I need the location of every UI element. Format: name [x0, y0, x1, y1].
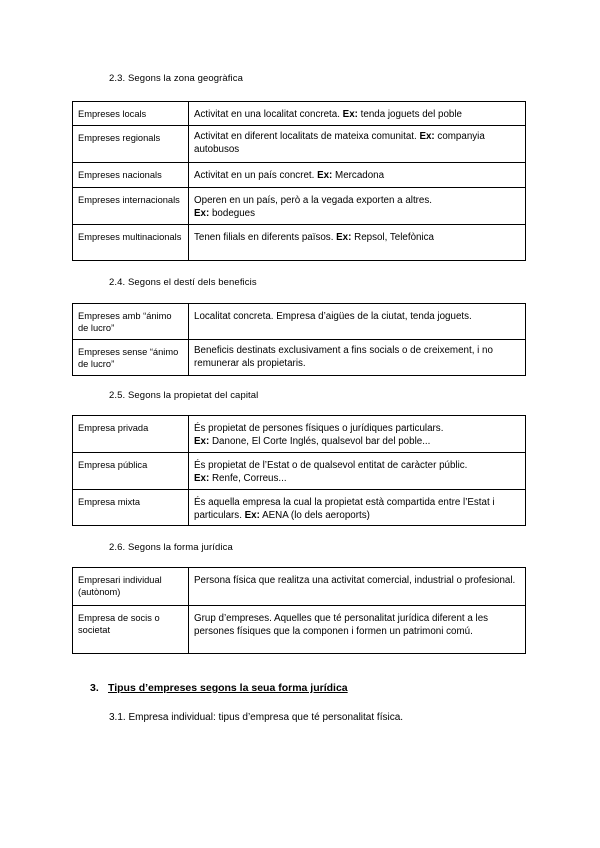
table-forma-juridica — [72, 567, 526, 654]
paragraph-3-1: 3.1. Empresa individual: tipus d’empresa que té personalitat física. — [109, 712, 404, 723]
row-label: Empreses locals — [73, 102, 189, 126]
table-row — [73, 416, 526, 453]
section-heading-3 — [90, 682, 348, 694]
table-row — [73, 568, 526, 606]
row-description: Operen en un país, però a la vegada exporten a altres. Ex: bodegues — [189, 188, 526, 225]
table-desti-beneficis — [72, 303, 526, 376]
row-description: Grup d’empreses. Aquelles que té personalitat jurídica diferent a les persones físiques que la componen i formen un patrimoni comú. — [189, 606, 526, 654]
row-label: Empresa privada — [73, 416, 189, 453]
row-label: Empresa pública — [73, 453, 189, 490]
table-row — [73, 188, 526, 225]
row-label: Empreses sense “ánimo de lucro” — [73, 340, 189, 376]
row-description: Persona física que realitza una activitat comercial, industrial o profesional. — [189, 568, 526, 606]
row-label: Empreses nacionals — [73, 163, 189, 188]
table-row — [73, 340, 526, 376]
table-row — [73, 304, 526, 340]
row-description: Activitat en un país concret. Ex: Mercadona — [189, 163, 526, 188]
table-row — [73, 490, 526, 526]
row-description: És propietat de l’Estat o de qualsevol entitat de caràcter públic. Ex: Renfe, Correus... — [189, 453, 526, 490]
row-description: És propietat de persones físiques o jurídiques particulars. Ex: Danone, El Corte Inglés, qualsevol bar del poble... — [189, 416, 526, 453]
row-label: Empreses regionals — [73, 126, 189, 163]
row-description: Beneficis destinats exclusivament a fins socials o de creixement, i no remunerar als propietaris. — [189, 340, 526, 376]
table-row — [73, 163, 526, 188]
table-row — [73, 225, 526, 261]
row-label: Empreses multinacionals — [73, 225, 189, 261]
heading-number: 3. — [90, 682, 99, 694]
row-description: És aquella empresa la cual la propietat està compartida entre l’Estat i particulars. Ex: AENA (lo dels aeroports) — [189, 490, 526, 526]
table-zona-geografica — [72, 101, 526, 261]
section-heading-2-4: 2.4. Segons el destí dels beneficis — [109, 277, 257, 288]
table-row — [73, 102, 526, 126]
row-label: Empresari individual (autònom) — [73, 568, 189, 606]
section-heading-2-5: 2.5. Segons la propietat del capital — [109, 390, 259, 401]
table-row — [73, 453, 526, 490]
row-description: Activitat en una localitat concreta. Ex: tenda joguets del poble — [189, 102, 526, 126]
table-row — [73, 126, 526, 163]
table-row — [73, 606, 526, 654]
row-label: Empreses internacionals — [73, 188, 189, 225]
row-description: Tenen filials en diferents països. Ex: Repsol, Telefònica — [189, 225, 526, 261]
section-heading-2-6: 2.6. Segons la forma jurídica — [109, 542, 233, 553]
table-propietat-capital — [72, 415, 526, 526]
row-label: Empreses amb “ánimo de lucro” — [73, 304, 189, 340]
row-description: Activitat en diferent localitats de mateixa comunitat. Ex: companyia autobusos — [189, 126, 526, 163]
section-heading-2-3: 2.3. Segons la zona geogràfica — [109, 73, 243, 84]
row-label: Empresa de socis o societat — [73, 606, 189, 654]
row-description: Localitat concreta. Empresa d’aigües de la ciutat, tenda joguets. — [189, 304, 526, 340]
heading-title: Tipus d’empreses segons la seua forma jurídica — [108, 682, 348, 694]
row-label: Empresa mixta — [73, 490, 189, 526]
